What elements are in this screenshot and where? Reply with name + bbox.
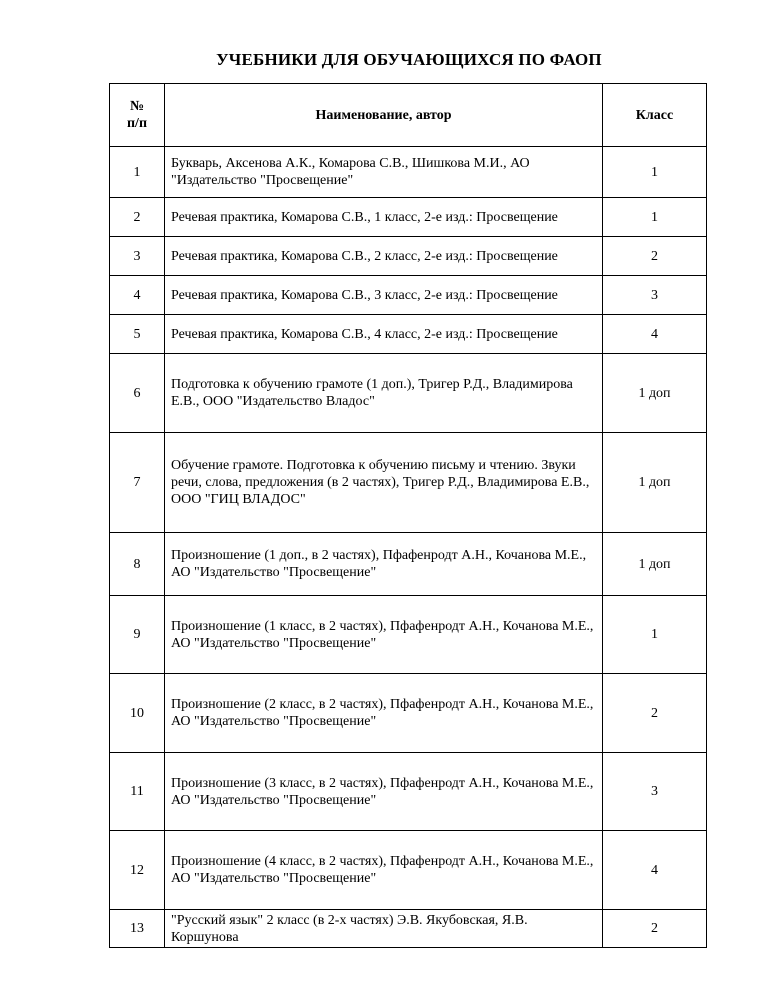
table-header-row [110, 84, 707, 147]
row-number: 3 [110, 237, 165, 276]
document-title: УЧЕБНИКИ ДЛЯ ОБУЧАЮЩИХСЯ ПО ФАОП [216, 50, 602, 69]
row-class: 1 доп [603, 433, 707, 533]
row-title-author: Речевая практика, Комарова С.В., 2 класс, 2-е изд.: Просвещение [165, 237, 603, 276]
column-header-number-line2: п/п [126, 116, 148, 131]
table-row [110, 596, 707, 674]
row-class: 1 доп [603, 533, 707, 596]
row-class: 2 [603, 674, 707, 753]
row-number: 5 [110, 315, 165, 354]
row-number: 1 [110, 147, 165, 198]
table-row [110, 147, 707, 198]
row-title-author: Произношение (3 класс, в 2 частях), Пфафенродт А.Н., Кочанова М.Е., АО "Издательство "Просвещение" [165, 753, 603, 831]
row-class: 2 [603, 910, 707, 948]
table-row [110, 237, 707, 276]
table-row [110, 276, 707, 315]
table-row [110, 753, 707, 831]
column-header-number [110, 84, 165, 147]
table-row [110, 198, 707, 237]
column-header-name: Наименование, автор [165, 84, 603, 147]
row-class: 3 [603, 276, 707, 315]
row-class: 2 [603, 237, 707, 276]
row-number: 8 [110, 533, 165, 596]
row-class: 3 [603, 753, 707, 831]
row-number: 11 [110, 753, 165, 831]
row-number: 4 [110, 276, 165, 315]
table-row [110, 354, 707, 433]
row-number: 10 [110, 674, 165, 753]
row-class: 4 [603, 315, 707, 354]
table-row [110, 533, 707, 596]
row-class: 1 [603, 596, 707, 674]
row-title-author: Речевая практика, Комарова С.В., 4 класс, 2-е изд.: Просвещение [165, 315, 603, 354]
table-row [110, 315, 707, 354]
row-title-author: Обучение грамоте. Подготовка к обучению письму и чтению. Звуки речи, слова, предложения (в 2 частях), Тригер Р.Д., Владимирова Е.В., ООО "ГИЦ ВЛАДОС" [165, 433, 603, 533]
row-title-author: Произношение (4 класс, в 2 частях), Пфафенродт А.Н., Кочанова М.Е., АО "Издательство "Просвещение" [165, 831, 603, 910]
row-number: 7 [110, 433, 165, 533]
row-title-author: Речевая практика, Комарова С.В., 3 класс, 2-е изд.: Просвещение [165, 276, 603, 315]
row-title-author: Произношение (1 класс, в 2 частях), Пфафенродт А.Н., Кочанова М.Е., АО "Издательство "Просвещение" [165, 596, 603, 674]
table-row [110, 433, 707, 533]
row-number: 2 [110, 198, 165, 237]
row-title-author: Произношение (1 доп., в 2 частях), Пфафенродт А.Н., Кочанова М.Е., АО "Издательство "Просвещение" [165, 533, 603, 596]
table-row [110, 831, 707, 910]
table-row [110, 674, 707, 753]
row-title-author: Произношение (2 класс, в 2 частях), Пфафенродт А.Н., Кочанова М.Е., АО "Издательство "Просвещение" [165, 674, 603, 753]
row-class: 1 [603, 198, 707, 237]
column-header-number-line1: № [129, 99, 145, 114]
textbooks-table [109, 83, 707, 948]
row-number: 6 [110, 354, 165, 433]
row-title-author: Букварь, Аксенова А.К., Комарова С.В., Шишкова М.И., АО "Издательство "Просвещение" [165, 147, 603, 198]
table-row [110, 910, 707, 948]
row-class: 1 [603, 147, 707, 198]
column-header-class: Класс [603, 84, 707, 147]
row-number: 12 [110, 831, 165, 910]
row-number: 13 [110, 910, 165, 948]
row-title-author: "Русский язык" 2 класс (в 2-х частях) Э.В. Якубовская, Я.В. Коршунова [165, 910, 603, 948]
row-title-author: Подготовка к обучению грамоте (1 доп.), Тригер Р.Д., Владимирова Е.В., ООО "Издательство Владос" [165, 354, 603, 433]
row-title-author: Речевая практика, Комарова С.В., 1 класс, 2-е изд.: Просвещение [165, 198, 603, 237]
row-class: 4 [603, 831, 707, 910]
row-number: 9 [110, 596, 165, 674]
row-class: 1 доп [603, 354, 707, 433]
